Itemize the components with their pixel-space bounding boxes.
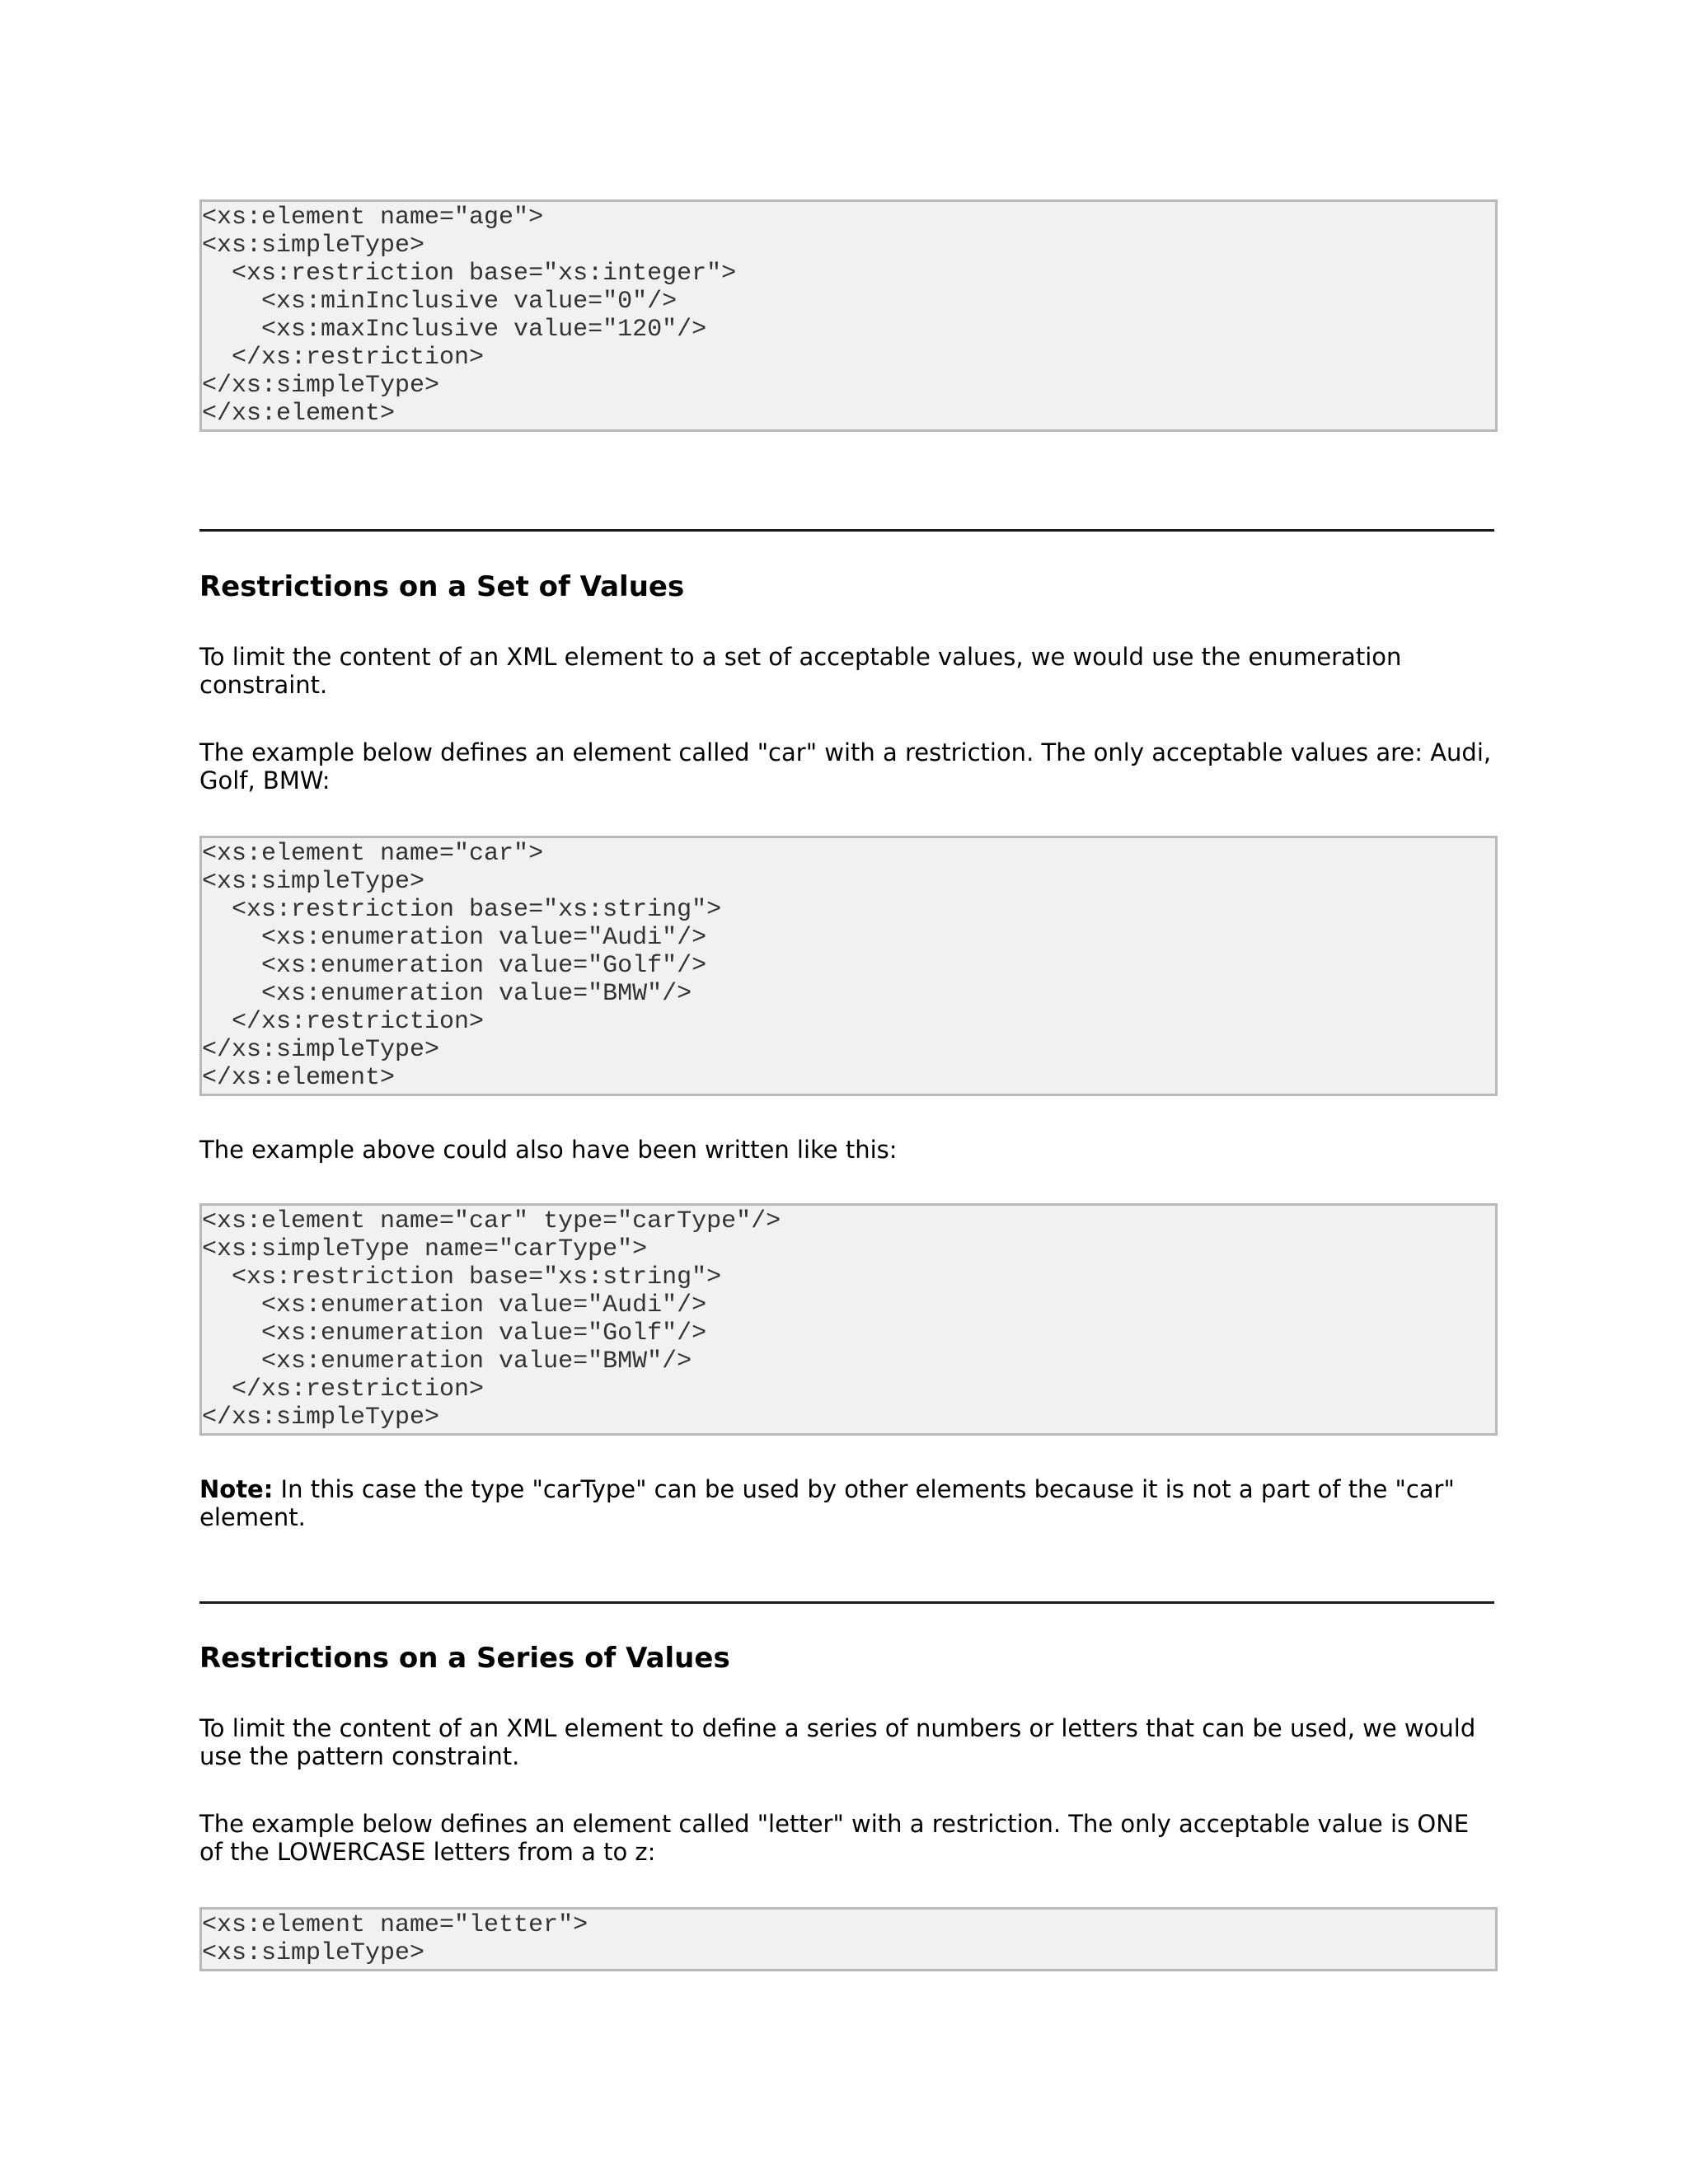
code-line: <xs:enumeration value="BMW"/> (202, 1347, 692, 1376)
paragraph-series-intro: To limit the content of an XML element to define a series of numbers or letters that can be used, we would use the pattern constraint. (199, 1714, 1476, 1770)
code-line: <xs:enumeration value="Golf"/> (202, 1319, 707, 1347)
code-line: <xs:enumeration value="Audi"/> (202, 1291, 707, 1319)
code-line: </xs:simpleType> (202, 372, 440, 400)
paragraph-note (199, 1475, 1494, 1531)
code-line: </xs:simpleType> (202, 1404, 440, 1432)
code-line: <xs:simpleType> (202, 1939, 425, 1967)
code-line: <xs:maxInclusive value="120"/> (202, 316, 707, 344)
code-line: <xs:simpleType name="carType"> (202, 1235, 648, 1263)
code-line: <xs:element name="letter"> (202, 1911, 588, 1939)
code-line: <xs:enumeration value="BMW"/> (202, 980, 692, 1008)
code-block-letter (199, 1907, 1498, 1971)
code-line: <xs:restriction base="xs:string"> (202, 896, 722, 924)
paragraph-alt-intro: The example above could also have been written like this: (199, 1136, 898, 1164)
code-line: </xs:restriction> (202, 1376, 485, 1404)
note-label: Note: (199, 1475, 274, 1503)
code-line: <xs:element name="car" type="carType"/> (202, 1207, 781, 1235)
code-line: <xs:simpleType> (202, 232, 425, 260)
code-line: <xs:enumeration value="Audi"/> (202, 924, 707, 952)
paragraph-set-intro: To limit the content of an XML element to a set of acceptable values, we would use the enumeration constraint. (199, 643, 1402, 699)
section-heading-series: Restrictions on a Series of Values (199, 1642, 730, 1675)
note-text: In this case the type "carType" can be used by other elements because it is not a part of the "car" element. (199, 1475, 1455, 1531)
code-line: <xs:element name="car"> (202, 840, 544, 868)
paragraph-series-example-intro: The example below defines an element called "letter" with a restriction. The only acceptable value is ONE of the LOWERCASE letters from a to z: (199, 1810, 1470, 1866)
code-block-car (199, 836, 1498, 1096)
code-line: <xs:minInclusive value="0"/> (202, 288, 678, 316)
code-line: </xs:element> (202, 400, 396, 428)
code-line: <xs:enumeration value="Golf"/> (202, 952, 707, 980)
code-line: <xs:restriction base="xs:integer"> (202, 260, 737, 288)
paragraph-set-example-intro: The example below defines an element called "car" with a restriction. The only acceptable values are: Audi, Golf, BMW: (199, 738, 1492, 794)
code-block-car-type (199, 1203, 1498, 1436)
code-line: </xs:simpleType> (202, 1036, 440, 1064)
code-line: <xs:restriction base="xs:string"> (202, 1263, 722, 1291)
document-content (199, 199, 1494, 1971)
section-heading-set: Restrictions on a Set of Values (199, 570, 685, 603)
code-line: <xs:element name="age"> (202, 204, 544, 232)
code-line: </xs:restriction> (202, 344, 485, 372)
code-line: </xs:restriction> (202, 1008, 485, 1036)
code-block-age (199, 199, 1498, 432)
code-line: </xs:element> (202, 1064, 396, 1092)
code-line: <xs:simpleType> (202, 868, 425, 896)
